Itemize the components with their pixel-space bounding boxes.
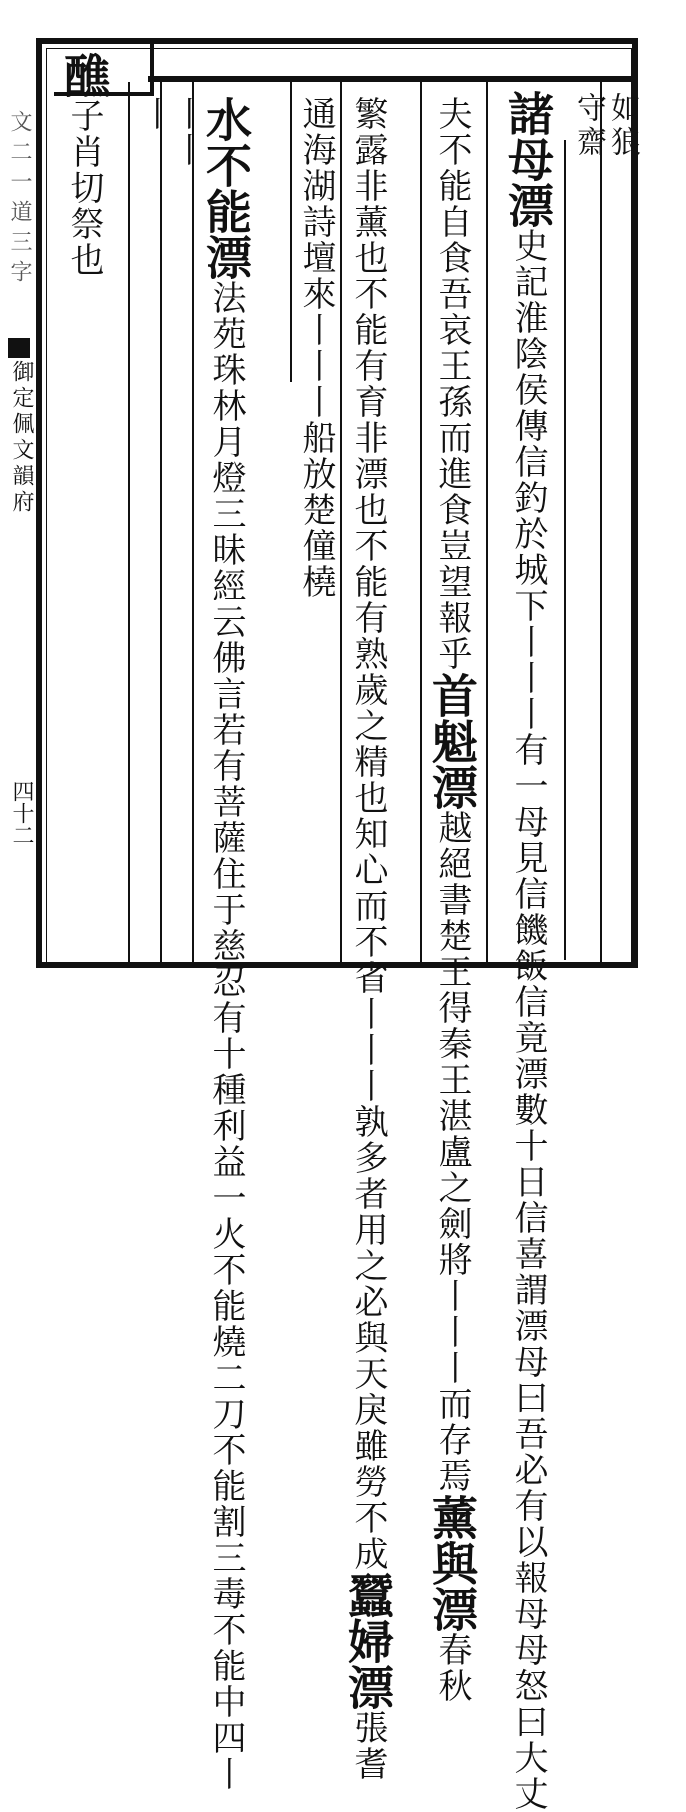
column-rule [420, 82, 422, 962]
column-rule [160, 82, 162, 962]
book-title: 御定佩文韻府 [9, 360, 34, 516]
column-rule [128, 82, 130, 962]
entry-heading: 諸母漂 [501, 90, 555, 228]
column-text: 春秋 [432, 1632, 472, 1704]
column-text: 繁露非薰也不能有育非漂也不能有熟歲之精也知心而不省丨丨丨孰多者用之必與天戾雖勞不成 [348, 96, 388, 1572]
column-text: 丨丨 [166, 96, 206, 168]
margin-faint-text: 文二一道三字 [7, 110, 32, 290]
column-text: 法苑珠林月燈三昧經云佛言若有菩薩住于慈忍有十種利益一火不能燒二刀不能割三毒不能中四丨 [206, 280, 246, 1792]
page-number: 四十二 [9, 780, 34, 846]
column-1 [602, 92, 642, 160]
entry-heading: 醮 [57, 52, 111, 98]
column-text: 史記淮陰侯傳信釣於城下丨丨丨有一母見信饑飯信竟漂數十日信喜謂漂母曰吾必有以報母母怒曰大丈 [508, 228, 548, 1812]
top-rule [148, 76, 638, 82]
entry-heading: 水不能漂 [199, 96, 253, 280]
column-rule [192, 82, 194, 962]
book-margin [0, 0, 36, 1007]
column-7 [199, 96, 253, 1792]
entry-heading: 蠶婦漂 [341, 1572, 395, 1710]
column-6 [296, 96, 336, 600]
column-rule [290, 82, 292, 382]
column-5 [341, 96, 395, 1782]
column-3 [501, 90, 555, 1812]
column-text: 通海湖詩壇來丨丨丨船放楚僮橈 [296, 96, 336, 600]
column-text: 越絕書楚王得秦王湛盧之劍將丨丨丨而存焉 [432, 810, 472, 1494]
margin-black-block [8, 338, 30, 358]
column-4 [425, 96, 479, 1704]
column-text: 守齋 [571, 92, 606, 160]
column-9 [134, 96, 174, 132]
entry-heading: 薰與漂 [425, 1494, 479, 1632]
column-text: 夫不能自食吾哀王孫而進食豈望報乎 [432, 96, 472, 672]
column-rule [600, 82, 602, 962]
column-2 [568, 92, 608, 160]
entry-heading: 首魁漂 [425, 672, 479, 810]
column-rule [340, 82, 342, 962]
column-text: 張耆 [348, 1710, 388, 1782]
column-rule [564, 140, 566, 960]
column-10 [57, 52, 111, 278]
column-text: 子肖切祭也 [64, 98, 104, 278]
column-text: 如狼 [605, 92, 640, 160]
column-rule [486, 82, 488, 962]
column-text: 丨 [134, 96, 174, 132]
